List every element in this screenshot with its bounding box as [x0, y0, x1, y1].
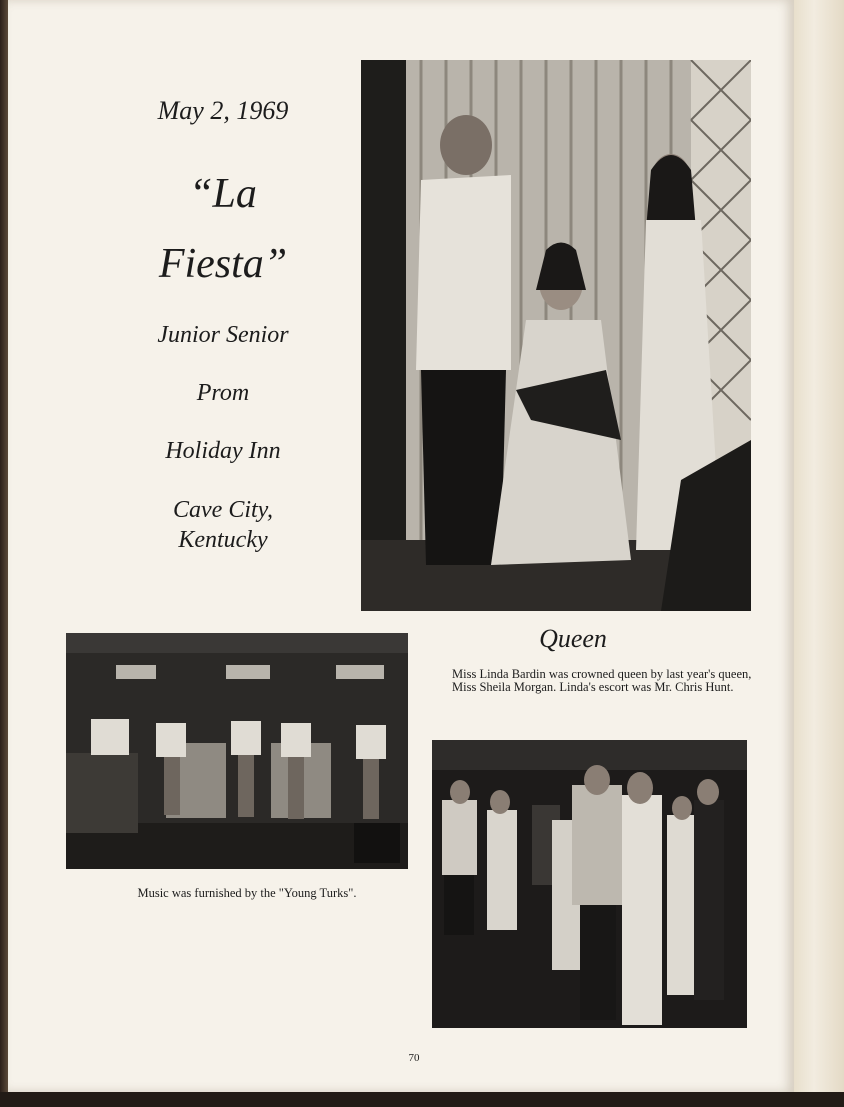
venue-state: Kentucky: [178, 527, 268, 553]
ballroom-ceiling: [432, 740, 747, 770]
event-date: May 2, 1969: [157, 96, 289, 125]
page-edge: [794, 0, 844, 1092]
organ: [66, 753, 138, 833]
ceiling: [66, 633, 408, 653]
event-name-line1: “La: [189, 171, 257, 217]
event-type-line2: Prom: [196, 380, 250, 406]
coronation-photo: [361, 60, 751, 611]
band-photo-image: [66, 633, 408, 869]
dance-photo: [432, 740, 747, 1028]
foliage-left: [361, 60, 406, 611]
dance-photo-image: [432, 740, 747, 1028]
venue-name: Holiday Inn: [165, 438, 281, 464]
music-caption: Music was furnished by the "Young Turks".: [137, 886, 357, 900]
venue-city: Cave City,: [173, 497, 273, 523]
scan-bottom-edge: [0, 1092, 844, 1107]
queen-heading: Queen: [539, 624, 607, 653]
chair: [354, 823, 400, 863]
coronation-photo-image: [361, 60, 751, 611]
yearbook-page: [8, 0, 794, 1092]
queen-caption: Miss Linda Bardin was crowned queen by last year's queen, Miss Sheila Morgan. Linda's escort was Mr. Chris Hunt.: [452, 667, 752, 694]
event-type-line1: Junior Senior: [157, 322, 289, 348]
band-photo: [66, 633, 408, 869]
escort-figure: [416, 115, 511, 565]
binding-edge: [0, 0, 8, 1092]
event-name-line2: Fiesta”: [158, 241, 288, 287]
page-number: 70: [408, 1052, 420, 1064]
